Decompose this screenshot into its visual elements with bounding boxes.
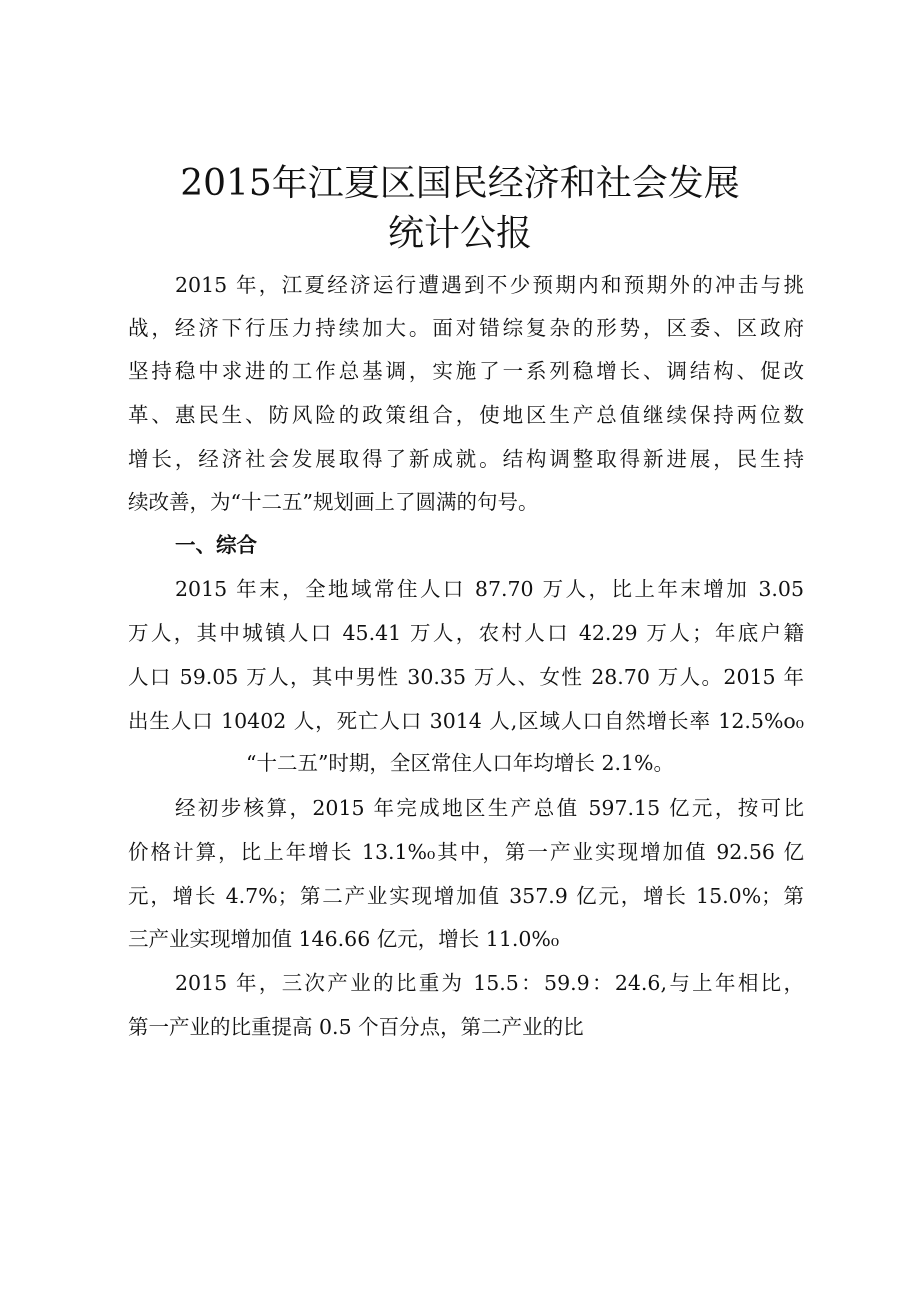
- population-line: 出生人口 10402 人，死亡人口 3014 人,区域人口自然增长率 12.5%o₀: [128, 709, 804, 733]
- structure-line: 第一产业的比重提高 0.5 个百分点，第二产业的比: [128, 1015, 584, 1039]
- structure-line: 2015 年，三次产业的比重为 15.5：59.9：24.6,与上年相比，: [175, 971, 804, 995]
- population-line: 人口 59.05 万人，其中男性 30.35 万人、女性 28.70 万人。2015 年: [128, 665, 804, 689]
- intro-line: 增长，经济社会发展取得了新成就。结构调整取得新进展，民生持: [128, 447, 804, 471]
- gdp-line: 经初步核算，2015 年完成地区生产总值 597.15 亿元，按可比: [175, 796, 804, 820]
- population-line: “十二五”时期，全区常住人口年均增长 2.1%。: [245, 751, 675, 775]
- intro-line: 坚持稳中求进的工作总基调，实施了一系列稳增长、调结构、促改: [128, 359, 804, 383]
- intro-line: 战，经济下行压力持续加大。面对错综复杂的形势，区委、区政府: [128, 316, 804, 340]
- gdp-line: 元，增长 4.7%；第二产业实现增加值 357.9 亿元，增长 15.0%；第: [128, 884, 804, 908]
- document-title-line-1: 2015年江夏区国民经济和社会发展: [180, 163, 740, 204]
- population-line: 2015 年末，全地域常住人口 87.70 万人，比上年末增加 3.05: [175, 577, 804, 601]
- section-heading: 一、综合: [175, 533, 257, 557]
- intro-line: 续改善，为“十二五”规划画上了圆满的句号。: [128, 490, 539, 514]
- gdp-line: 价格计算，比上年增长 13.1%₀其中，第一产业实现增加值 92.56 亿: [128, 840, 804, 864]
- document-title-line-2: 统计公报: [387, 213, 532, 254]
- population-line: 万人，其中城镇人口 45.41 万人，农村人口 42.29 万人；年底户籍: [128, 621, 804, 645]
- intro-line: 革、惠民生、防风险的政策组合，使地区生产总值继续保持两位数: [128, 403, 804, 427]
- gdp-line: 三产业实现增加值 146.66 亿元，增长 11.0%₀: [128, 927, 560, 951]
- intro-line: 2015 年，江夏经济运行遭遇到不少预期内和预期外的冲击与挑: [175, 273, 804, 297]
